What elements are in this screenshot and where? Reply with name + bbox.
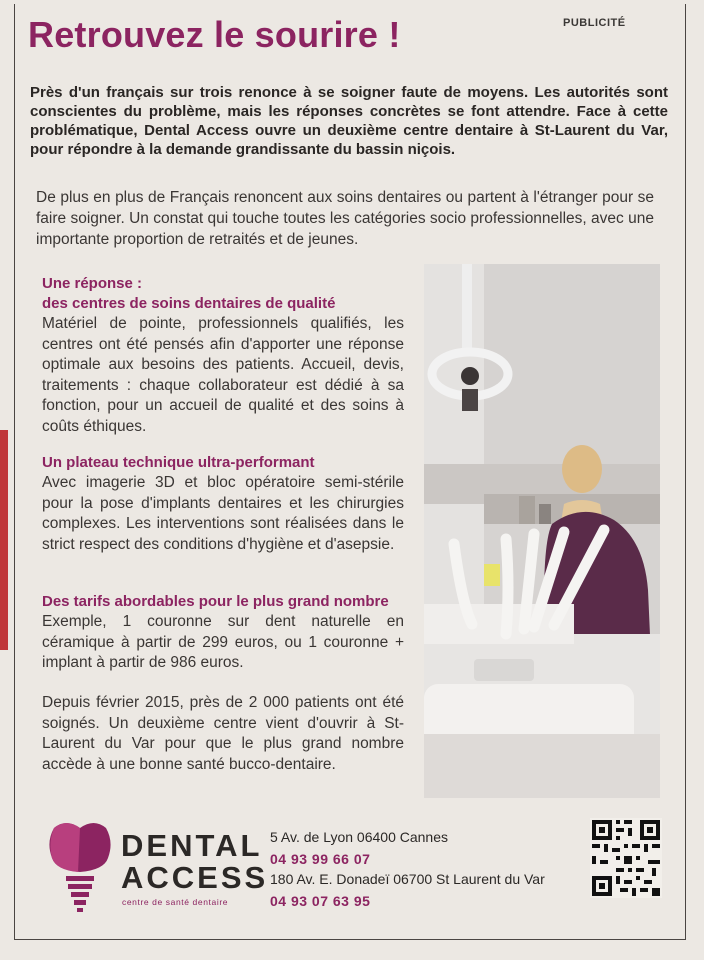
section-title: Un plateau technique ultra-performant (42, 454, 315, 471)
section-text: Exemple, 1 couronne sur dent naturelle en céramique à partir de 299 euros, ou 1 couronne + implant à partir de 986 euros. (42, 613, 404, 671)
phone-cannes: 04 93 99 66 07 (270, 851, 371, 867)
phone-st-laurent: 04 93 07 63 95 (270, 893, 371, 909)
headline: Retrouvez le sourire ! (28, 14, 401, 55)
address-st-laurent: 180 Av. E. Donadeï 06700 St Laurent du Var (270, 871, 545, 887)
section-quality (42, 274, 404, 437)
section-title: des centres de soins dentaires de qualité (42, 295, 336, 312)
adjacent-page-edge (0, 430, 8, 650)
address-cannes: 5 Av. de Lyon 06400 Cannes (270, 829, 448, 845)
closing-text: Depuis février 2015, près de 2 000 patients ont été soignés. Un deuxième centre vient d'ouvrir à St-Laurent du Var pour que le plus grand nombre accède à une bonne santé bucco-dentaire. (42, 694, 404, 773)
dental-office-photo (424, 264, 660, 798)
qr-code (590, 818, 662, 898)
dental-access-logo-icon (48, 818, 114, 914)
closing-paragraph (42, 693, 404, 775)
intro-paragraph: Près d'un français sur trois renonce à se soigner faute de moyens. Les autorités sont conscientes du problème, mais les réponses concrètes se font attendre. Face à cette problématique, Dental Access ouvre un deuxième centre dentaire à St-Laurent du Var, pour répondre à la demande grandissante du bassin niçois. (30, 84, 668, 158)
section-text: Avec imagerie 3D et bloc opératoire semi-stérile pour la pose d'implants dentaires et les chirurgies complexes. Les interventions sont réalisées dans le strict respect des conditions d'hygiène et d'asepsie. (42, 474, 404, 553)
brand-name-line1: DENTAL (121, 828, 263, 863)
brand-tagline: centre de santé dentaire (122, 897, 229, 907)
section-technical (42, 453, 404, 555)
section-title: Des tarifs abordables pour le plus grand nombre (42, 593, 389, 610)
brand-name-line2: ACCESS (121, 860, 269, 895)
section-title: Une réponse : (42, 275, 143, 292)
section-prices (42, 592, 404, 674)
advert-label: PUBLICITÉ (563, 17, 626, 29)
body-paragraph-1: De plus en plus de Français renoncent aux soins dentaires ou partent à l'étranger pour se faire soigner. Un constat qui touche toutes les catégories socio professionnelles, avec une importante proportion de retraités et de jeunes. (36, 189, 654, 248)
section-text: Matériel de pointe, professionnels qualifiés, les centres ont été pensés afin d'apporter une réponse optimale aux besoins des patients. Accueil, devis, traitements : chaque collaborateur est dédié à sa fonction, pour un accueil de qualité et des soins à coûts éthiques. (42, 315, 404, 435)
